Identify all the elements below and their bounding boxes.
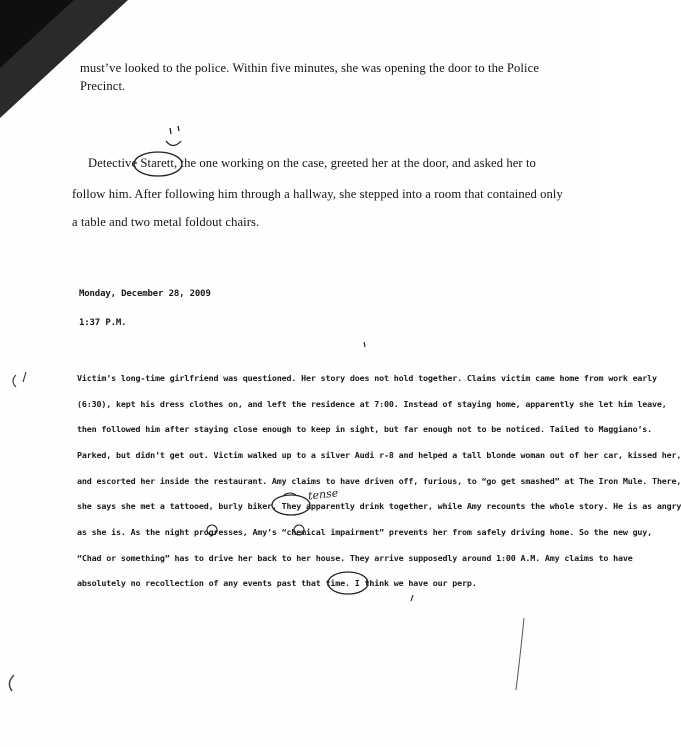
log-line: then followed him after staying close enough to keep in sight, but far enough not to be noticed. Tailed to Maggiano’s. [77, 424, 653, 434]
log-line: and escorted her inside the restaurant. Amy claims to have driven off, furious, to “go get smashed” at The Iron Mule. There, [77, 476, 681, 486]
narrative-line: Detective Starett, the one working on the case, greeted her at the door, and asked her to [88, 156, 536, 170]
log-line: “Chad or something” has to drive her back to her house. They arrive supposedly around 1:00 A.M. Amy claims to have [77, 553, 633, 563]
log-line: absolutely no recollection of any events past that time. I think we have our perp. [77, 578, 477, 588]
margin-scan-mark [9, 675, 14, 691]
smiley-mouth-mark [166, 141, 181, 146]
narrative-line: follow him. After following him through a hallway, she stepped into a room that contained only [72, 187, 563, 201]
smiley-eye-mark [170, 128, 171, 134]
log-line: as she is. As the night progresses, Amy’s “chemical impairment” prevents her from safely driving home. So the new guy, [77, 527, 653, 537]
circle-arc-mark [284, 493, 296, 495]
log-line: (6:30), kept his dress clothes on, and left the residence at 7:00. Instead of staying home, apparently she let him leave, [77, 399, 667, 409]
narrative-line: must’ve looked to the police. Within five minutes, she was opening the door to the Police [80, 61, 540, 75]
log-line: Parked, but didn’t get out. Victim walked up to a silver Audi r-8 and helped a tall blonde woman out of her car, kissed her, [77, 450, 681, 460]
narrative-line: Precinct. [80, 79, 126, 93]
log-time: 1:37 P.M. [79, 318, 127, 328]
tick-mark [364, 342, 365, 347]
log-line: she says she met a tattooed, burly biker. They apparently drink together, while Amy recounts the whole story. He is as angry [77, 501, 681, 511]
margin-stroke [516, 618, 524, 690]
smiley-eye-mark [178, 126, 179, 131]
handwritten-word-tense: tense [307, 486, 339, 503]
margin-mark [13, 372, 26, 387]
log-date: Monday, December 28, 2009 [79, 289, 211, 299]
log-line: Victim’s long-time girlfriend was questioned. Her story does not hold together. Claims victim came home from work early [77, 373, 657, 383]
scan-corner-shadow-dark [0, 0, 74, 68]
narrative-line: a table and two metal foldout chairs. [72, 215, 260, 229]
tick-mark [411, 595, 413, 601]
